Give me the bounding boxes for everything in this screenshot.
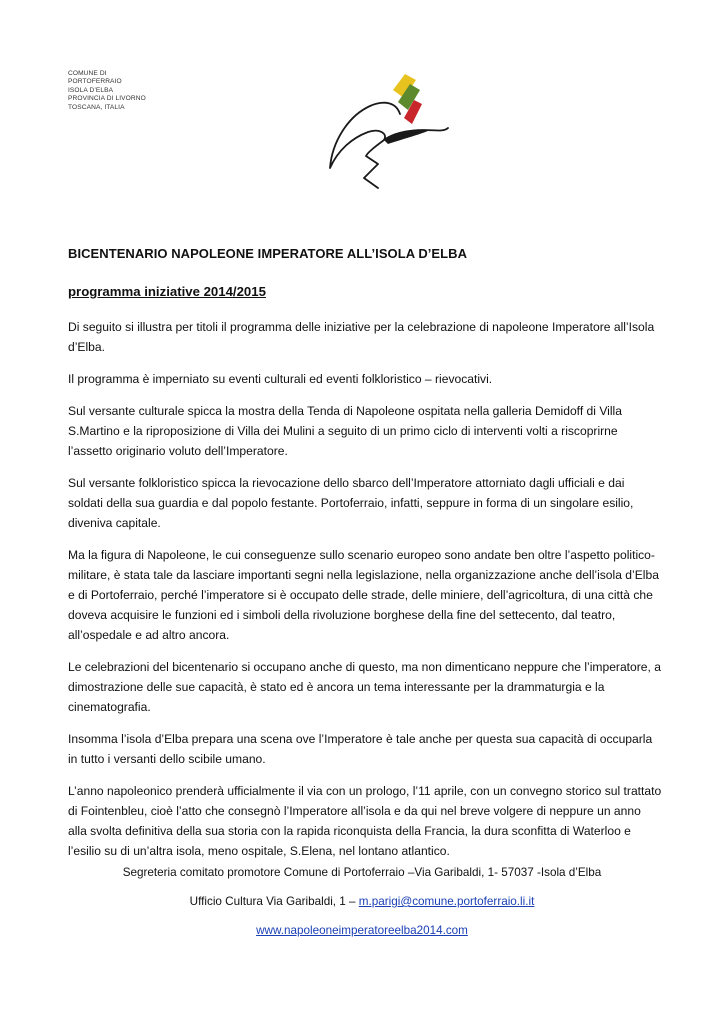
letterhead [68, 70, 208, 112]
footer-ufficio [0, 892, 724, 912]
footer-segreteria: Segreteria comitato promotore Comune di Portoferraio –Via Garibaldi, 1- 57037 -Isola d’Elba [122, 866, 602, 879]
letterhead-line: PORTOFERRAIO [68, 78, 122, 86]
letterhead-line: ISOLA D’ELBA [68, 86, 114, 94]
document-subtitle: programma iniziative 2014/2015 [68, 284, 266, 299]
body-paragraph: Sul versante culturale spicca la mostra della Tenda di Napoleone ospitata nella galleria Demidoff di Villa S.Martino e la riproposizione di Villa dei Mulini a seguito di un primo ciclo di interventi volti a riscoprirne l’assetto originario voluto dell’Imperatore. [68, 404, 622, 458]
body-paragraph: L’anno napoleonico prenderà ufficialmente il via con un prologo, l’11 aprile, con un convegno storico sul trattato di Fointenbleu, cioè l’atto che consegnò l’Imperatore all’isola e da qui nel breve volgere di neppure un anno alla svolta definitiva della sua storia con la rapida riconquista della Francia, la dura sconfitta di Waterloo e l’esilio su di un’altra isola, meno ospitale, S.Elena, nel lontano atlantico. [68, 784, 662, 858]
body-paragraph: Insomma l’isola d’Elba prepara una scena ove l’Imperatore è tale anche per questa sua capacità di occuparla in tutto i versanti dello scibile umano. [68, 732, 653, 766]
body-paragraph: Sul versante folkloristico spicca la rievocazione dello sbarco dell’Imperatore attorniato dagli ufficiali e dai soldati della sua guardia e dal popolo festante. Portoferraio, infatti, seppure in forma di un singolare esilio, diveniva capitale. [68, 476, 634, 530]
document-body [68, 317, 662, 873]
body-paragraph: Ma la figura di Napoleone, le cui conseguenze sullo scenario europeo sono andate ben oltre l’aspetto politico- militare, è stata tale da lasciare importanti segni nella legislazione, nella organizzazione anche dell’isola d’Elba e di Portoferraio, perché l’imperatore si è occupato delle strade, delle miniere, dell’agricoltura, di una città che doveva acquisire le funzioni ed i simboli della rivoluzione borghese della fine del settecento, dal teatro, all’ospedale e ad altro ancora. [68, 548, 659, 642]
letterhead-line: COMUNE DI [68, 70, 107, 77]
body-paragraph: Di seguito si illustra per titoli il programma delle iniziative per la celebrazione di napoleone Imperatore all’Isola d’Elba. [68, 320, 655, 354]
document-title: BICENTENARIO NAPOLEONE IMPERATORE ALL’ISOLA D’ELBA [68, 246, 468, 261]
letterhead-line: PROVINCIA DI LIVORNO [68, 95, 146, 103]
hat-brim-shadow [384, 129, 430, 144]
hat-outline [330, 103, 448, 188]
body-paragraph: Le celebrazioni del bicentenario si occupano anche di questo, ma non dimenticano neppure che l’imperatore, a dimostrazione delle sue capacità, è stato ed è ancora un tema interessante per la drammaturgia e la cinematografia. [68, 660, 661, 714]
website-link[interactable]: www.napoleoneimperatoreelba2014.com [256, 924, 468, 937]
body-paragraph: Il programma è imperniato su eventi culturali ed eventi folkloristico – rievocativi. [68, 372, 493, 386]
footer-website-line [0, 921, 724, 941]
napoleon-hat-logo-icon [326, 72, 450, 194]
footer-ufficio-label: Ufficio Cultura Via Garibaldi, 1 – [189, 895, 359, 908]
footer [0, 863, 724, 950]
email-link[interactable]: m.parigi@comune.portoferraio.li.it [358, 895, 535, 908]
letterhead-line: TOSCANA, ITALIA [68, 103, 125, 111]
